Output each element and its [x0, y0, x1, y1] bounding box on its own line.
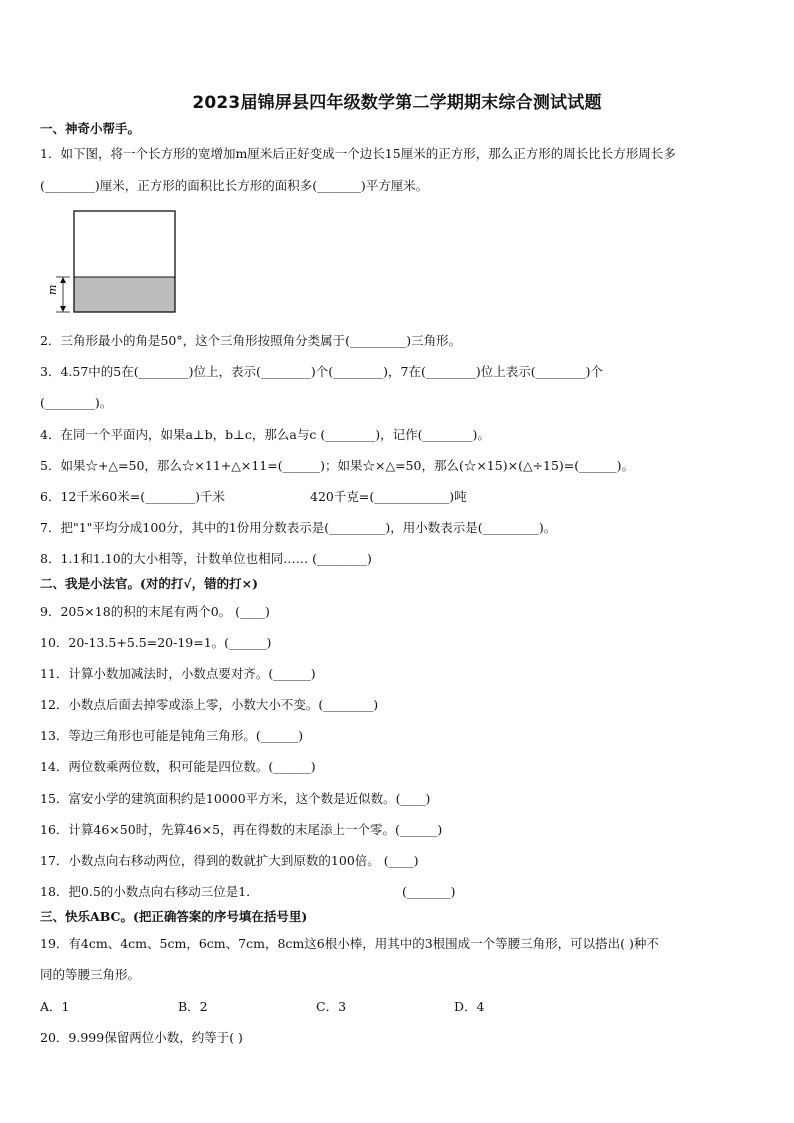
question-19-option-a: A．1: [40, 999, 70, 1014]
section-heading-1: 一、神奇小帮手。: [40, 121, 141, 136]
arrow-up-icon: [60, 277, 66, 283]
question-19-line-2: 同的等腰三角形。: [40, 967, 141, 982]
dimension-label-m: m: [46, 284, 59, 295]
question-18-blank: (_______): [402, 884, 456, 899]
question-3-line-1: 3．4.57中的5在(________)位上，表示(________)个(________)，7在(________)位上表示(________)个: [40, 364, 603, 379]
rectangle-diagram: [46, 209, 186, 322]
question-6-part-2: 420千克=(____________)吨: [310, 489, 467, 504]
question-14: 14．两位数乘两位数，积可能是四位数。(______): [40, 759, 316, 774]
question-6-part-1: 6．12千米60米=(________)千米: [40, 489, 225, 504]
question-19-option-b: B．2: [178, 999, 208, 1014]
question-13: 13．等边三角形也可能是钝角三角形。(______): [40, 728, 304, 743]
question-19-option-d: D．4: [454, 999, 485, 1014]
question-4: 4．在同一个平面内，如果a⊥b，b⊥c，那么a与c (________)，记作(________)。: [40, 427, 490, 442]
question-9: 9．205×18的积的末尾有两个0。 (____): [40, 604, 270, 619]
question-20: 20．9.999保留两位小数，约等于( ): [40, 1030, 243, 1045]
question-18: 18．把0.5的小数点向右移动三位是1．: [40, 884, 259, 899]
question-15: 15．富安小学的建筑面积约是10000平方米，这个数是近似数。(____): [40, 791, 431, 806]
page-title: 2023届锦屏县四年级数学第二学期期末综合测试试题: [192, 93, 602, 113]
question-7: 7．把"1"平均分成100分，其中的1份用分数表示是(_________)，用小数表示是(_________)。: [40, 520, 557, 535]
question-2: 2．三角形最小的角是50°，这个三角形按照角分类属于(_________)三角形。: [40, 333, 462, 348]
rectangle-svg: [46, 209, 186, 319]
question-1-line-1: 1．如下图，将一个长方形的宽增加m厘米后正好变成一个边长15厘米的正方形，那么正方形的周长比长方形周长多: [40, 146, 676, 161]
question-8: 8．1.1和1.10的大小相等，计数单位也相同…… (________): [40, 551, 372, 566]
question-17: 17．小数点向右移动两位，得到的数就扩大到原数的100倍。 (____): [40, 853, 419, 868]
arrow-down-icon: [60, 306, 66, 312]
shaded-strip: [74, 277, 175, 312]
question-3-line-2: (________)。: [40, 395, 113, 410]
section-heading-3: 三、快乐ABC。(把正确答案的序号填在括号里): [40, 909, 308, 924]
question-19-option-c: C．3: [316, 999, 347, 1014]
question-12: 12．小数点后面去掉零或添上零，小数大小不变。(________): [40, 697, 379, 712]
question-11: 11．计算小数加减法时，小数点要对齐。(______): [40, 666, 316, 681]
question-5: 5．如果☆+△=50，那么☆×11+△×11=(______)；如果☆×△=50，那么(☆×15)×(△÷15)=(______)。: [40, 458, 635, 473]
question-1-line-2: (________)厘米，正方形的面积比长方形的面积多(_______)平方厘米。: [40, 178, 429, 193]
question-16: 16．计算46×50时，先算46×5，再在得数的末尾添上一个零。(______): [40, 822, 443, 837]
section-heading-2: 二、我是小法官。(对的打√，错的打×): [40, 576, 259, 591]
question-19-line-1: 19．有4cm、4cm、5cm，6cm、7cm，8cm这6根小棒，用其中的3根围成一个等腰三角形，可以搭出( )种不: [40, 936, 659, 951]
question-10: 10．20-13.5+5.5=20-19=1。(______): [40, 635, 272, 650]
